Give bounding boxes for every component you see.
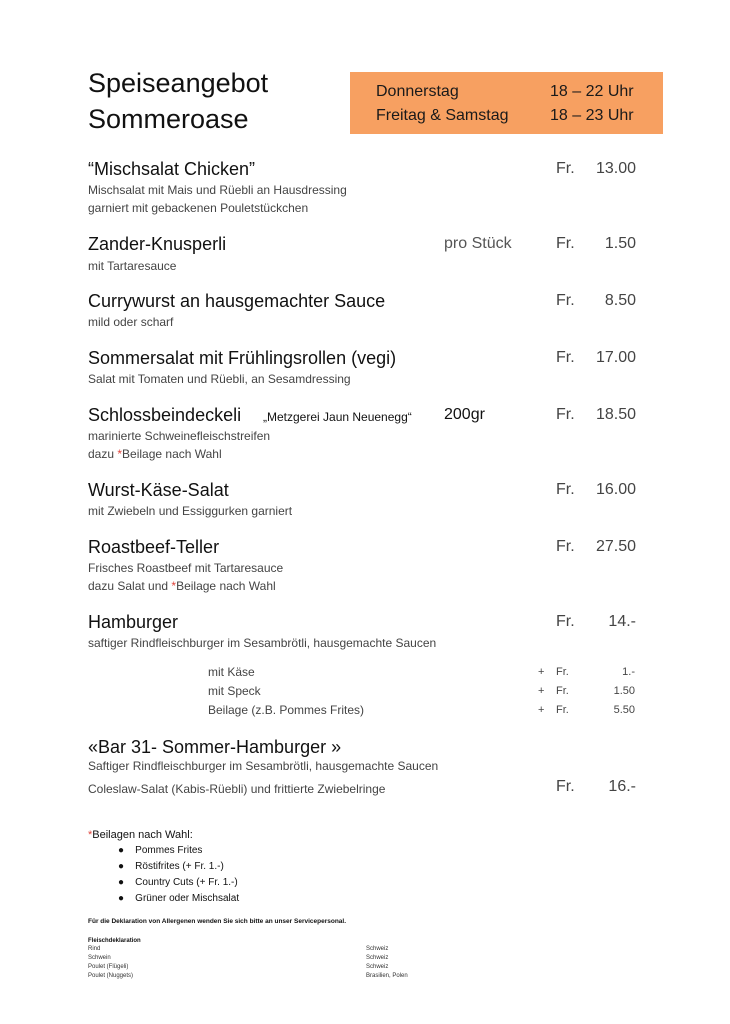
addon-currency: Fr. (556, 685, 569, 697)
addon-label: mit Speck (208, 684, 261, 698)
currency-label: Fr. (556, 292, 575, 309)
menu-item-unit: pro Stück (444, 235, 512, 252)
allergen-note: Für die Deklaration von Allergenen wenden Sie sich bitte an unser Servicepersonal. (88, 918, 347, 925)
opening-hours-box (350, 72, 663, 134)
side-list-item: ● Grüner oder Mischsalat (118, 893, 240, 904)
asterisk-marker: * (117, 447, 123, 461)
currency-label: Fr. (556, 538, 575, 555)
menu-item-price: 16.- (608, 778, 636, 795)
addon-label: Beilage (z.B. Pommes Frites) (208, 703, 365, 717)
page-title-line-1: Speiseangebot (88, 68, 269, 98)
currency-label: Fr. (556, 235, 575, 252)
menu-item-description: Mischsalat mit Mais und Rüebli an Hausdressing (88, 183, 347, 197)
menu-item-description: Saftiger Rindfleischburger im Sesambrötli, hausgemachte Saucen (88, 759, 439, 773)
menu-item-description: mit Zwiebeln und Essiggurken garniert (88, 504, 293, 518)
addon-price: 5.50 (613, 704, 635, 716)
meat-declaration-title: Fleischdeklaration (88, 938, 141, 944)
menu-item-price: 14.- (608, 613, 636, 630)
meat-type: Rind (88, 946, 101, 952)
addon-currency: Fr. (556, 666, 569, 678)
meat-type: Poulet (Flügeli) (88, 964, 129, 970)
side-list-item: ● Röstifrites (+ Fr. 1.-) (118, 861, 224, 872)
menu-item-name: Wurst-Käse-Salat (88, 480, 229, 500)
menu-item-description: mild oder scharf (88, 315, 174, 329)
sides-title: *Beilagen nach Wahl: (88, 829, 193, 841)
menu-item-weight: 200gr (444, 406, 485, 423)
meat-origin: Brasilien, Polen (366, 973, 408, 979)
currency-label: Fr. (556, 160, 575, 177)
asterisk-marker: * (171, 579, 177, 593)
addon-plus: + (538, 685, 545, 697)
meat-type: Poulet (Nuggets) (88, 973, 134, 979)
menu-item-supplier: „Metzgerei Jaun Neuenegg“ (263, 410, 412, 424)
currency-label: Fr. (556, 349, 575, 366)
addon-plus: + (538, 704, 545, 716)
asterisk-marker: * (88, 829, 93, 841)
menu-item-price: 17.00 (595, 349, 636, 366)
hours-time: 18 – 23 Uhr (550, 107, 634, 124)
bullet-icon: ● (118, 861, 125, 872)
menu-item-description: dazu *Beilage nach Wahl (88, 447, 222, 461)
menu-item-price: 16.00 (595, 481, 636, 498)
side-list-item: ● Pommes Frites (118, 845, 203, 856)
addon-price: 1.- (622, 666, 635, 678)
menu-item-name: Roastbeef-Teller (88, 537, 220, 557)
meat-origin: Schweiz (366, 946, 389, 952)
meat-type: Schwein (88, 955, 111, 961)
addon-currency: Fr. (556, 704, 569, 716)
menu-item-name: Schlossbeindeckeli (88, 405, 242, 425)
menu-item-price: 18.50 (595, 406, 636, 423)
currency-label: Fr. (556, 613, 575, 630)
addon-plus: + (538, 666, 545, 678)
menu-item-description: Coleslaw-Salat (Kabis-Rüebli) und frittierte Zwiebelringe (88, 782, 386, 796)
menu-item-price: 8.50 (604, 292, 636, 309)
page-title-line-2: Sommeroase (88, 104, 249, 134)
menu-item-name: Zander-Knusperli (88, 234, 227, 254)
bullet-icon: ● (118, 845, 125, 856)
menu-item-description: dazu Salat und *Beilage nach Wahl (88, 579, 276, 593)
currency-label: Fr. (556, 778, 575, 795)
menu-item-price: 13.00 (595, 160, 636, 177)
meat-origin: Schweiz (366, 955, 389, 961)
hours-time: 18 – 22 Uhr (550, 83, 634, 100)
currency-label: Fr. (556, 481, 575, 498)
menu-item-name: Sommersalat mit Frühlingsrollen (vegi) (88, 348, 397, 368)
menu-item-name: «Bar 31- Sommer-Hamburger » (88, 737, 342, 757)
meat-origin: Schweiz (366, 964, 389, 970)
hours-day: Freitag & Samstag (376, 107, 509, 124)
bullet-icon: ● (118, 877, 125, 888)
hours-day: Donnerstag (376, 83, 459, 100)
currency-label: Fr. (556, 406, 575, 423)
menu-item-price: 1.50 (604, 235, 636, 252)
menu-item-description: Salat mit Tomaten und Rüebli, an Sesamdressing (88, 372, 351, 386)
menu-item-name: Currywurst an hausgemachter Sauce (88, 291, 386, 311)
addon-label: mit Käse (208, 665, 255, 679)
menu-item-description: marinierte Schweinefleischstreifen (88, 429, 271, 443)
side-list-item: ● Country Cuts (+ Fr. 1.-) (118, 877, 238, 888)
menu-item-description: saftiger Rindfleischburger im Sesambrötli, hausgemachte Saucen (88, 636, 437, 650)
addon-price: 1.50 (613, 685, 635, 697)
menu-item-description: Frisches Roastbeef mit Tartaresauce (88, 561, 284, 575)
menu-item-name: “Mischsalat Chicken” (88, 159, 256, 179)
menu-item-name: Hamburger (88, 612, 179, 632)
menu-item-description: mit Tartaresauce (88, 259, 177, 273)
menu-item-price: 27.50 (595, 538, 636, 555)
bullet-icon: ● (118, 893, 125, 904)
menu-item-description: garniert mit gebackenen Pouletstückchen (88, 201, 309, 215)
